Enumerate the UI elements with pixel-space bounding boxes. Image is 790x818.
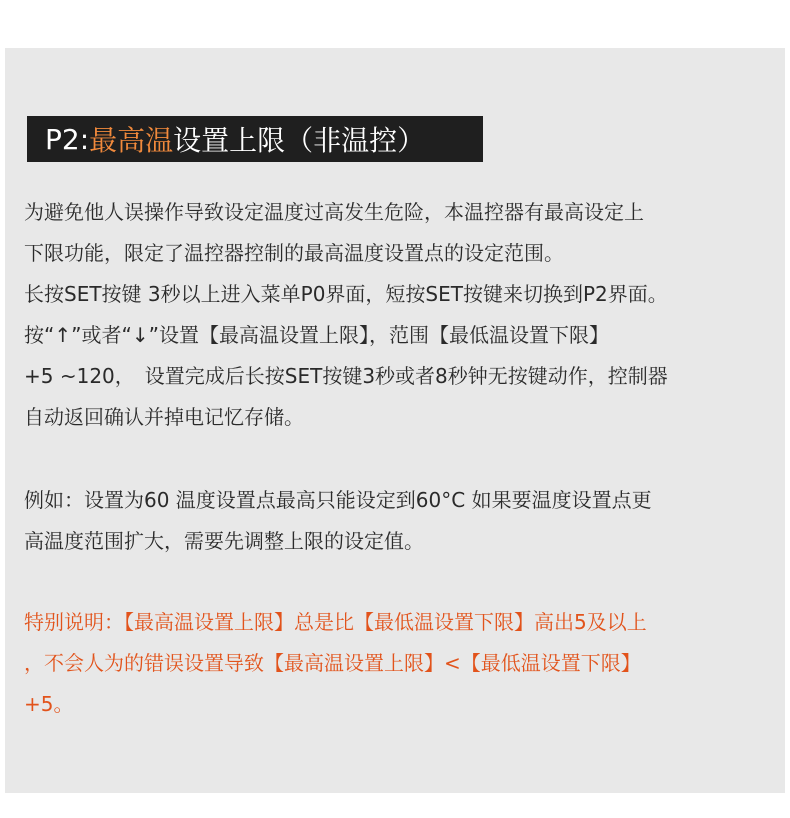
special-note-paragraph (24, 602, 784, 725)
paragraph-line: +5。 (24, 692, 74, 716)
paragraph-line: 按“↑”或者“↓”设置【最高温设置上限】，范围【最低温设置下限】 (24, 323, 609, 347)
paragraph-line: 高温度范围扩大，需要先调整上限的设定值。 (24, 529, 424, 553)
title-suffix: 设置上限（非温控） (173, 124, 426, 157)
paragraph-line: 自动返回确认并掉电记忆存储。 (24, 405, 304, 429)
paragraph-line: 下限功能，限定了温控器控制的最高温度设置点的设定范围。 (24, 241, 564, 265)
paragraph-line: 例如：设置为60 温度设置点最高只能设定到60°C 如果要温度设置点更 (24, 488, 652, 512)
paragraph-line: 特别说明：【最高温设置上限】总是比【最低温设置下限】高出5及以上 (24, 610, 647, 634)
title-prefix: P2: (45, 122, 90, 156)
title-highlight: 最高温 (89, 124, 174, 157)
paragraph-line: ，不会人为的错误设置导致【最高温设置上限】<【最低温设置下限】 (24, 651, 641, 675)
description-paragraph (24, 192, 784, 438)
example-paragraph (24, 480, 784, 562)
section-title (27, 116, 483, 162)
paragraph-line: 为避免他人误操作导致设定温度过高发生危险，本温控器有最高设定上 (24, 200, 644, 224)
paragraph-line: +5 ~120， 设置完成后长按SET按键3秒或者8秒钟无按键动作，控制器 (24, 364, 668, 388)
paragraph-line: 长按SET按键 3秒以上进入菜单P0界面，短按SET按键来切换到P2界面。 (24, 282, 668, 306)
